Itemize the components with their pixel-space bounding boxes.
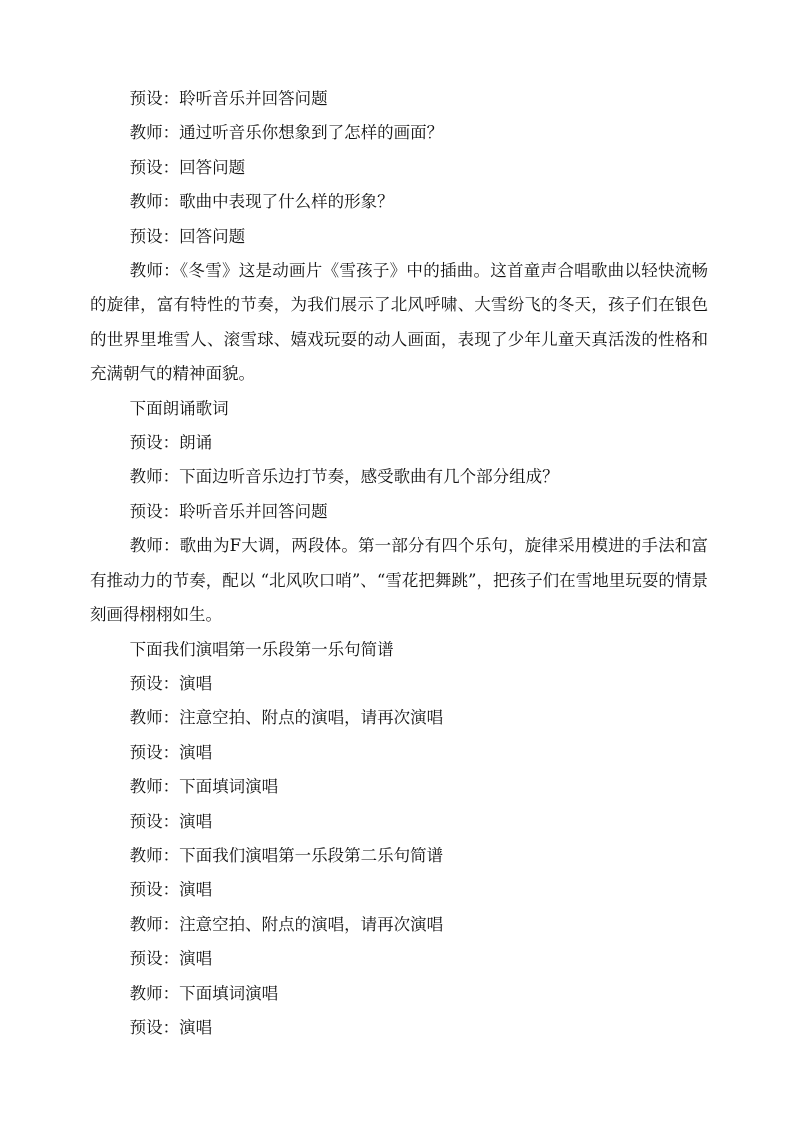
paragraph: 预设：演唱 <box>129 949 213 969</box>
paragraph: 预设：朗诵 <box>129 433 213 453</box>
paragraph: 教师：通过听音乐你想象到了怎样的画面？ <box>129 123 444 143</box>
paragraph: 预设：演唱 <box>129 742 213 762</box>
paragraph: 预设：演唱 <box>129 673 213 693</box>
paragraph: 预设：演唱 <box>129 811 213 831</box>
paragraph: 教师：下面填词演唱 <box>129 983 279 1003</box>
paragraph: 预设：聆听音乐并回答问题 <box>129 89 328 108</box>
paragraph: 教师：歌曲中表现了什么样的形象？ <box>129 192 394 212</box>
paragraph: 教师：《冬雪》这是动画片《雪孩子》中的插曲。这首童声合唱歌曲以轻快流畅的旋律，富有特性的节奏，为我们展示了北风呼啸、大雪纷飞的冬天，孩子们在银色的世界里堆雪人、滚雪球、嬉戏玩耍的动人画面，表现了少年儿童天真活泼的性格和充满朝气的精神面貌。 <box>90 261 708 384</box>
paragraph: 下面朗诵歌词 <box>129 398 229 418</box>
paragraph: 教师：下面填词演唱 <box>129 777 279 797</box>
paragraph: 预设：演唱 <box>129 1017 213 1037</box>
paragraph: 教师：下面边听音乐边打节奏，感受歌曲有几个部分组成？ <box>129 467 559 487</box>
paragraph: 预设：回答问题 <box>129 226 246 246</box>
paragraph: 下面我们演唱第一乐段第一乐句简谱 <box>129 639 394 659</box>
paragraph: 教师：下面我们演唱第一乐段第二乐句简谱 <box>129 845 444 865</box>
document-body <box>90 82 708 1045</box>
paragraph: 教师：注意空拍、附点的演唱，请再次演唱 <box>129 914 444 934</box>
paragraph: 教师：歌曲为F大调，两段体。第一部分有四个乐句，旋律采用模进的手法和富有推动力的节奏，配以 “北风吹口哨”、“雪花把舞跳”，把孩子们在雪地里玩耍的情景刻画得栩栩如生。 <box>90 536 708 625</box>
paragraph: 预设：聆听音乐并回答问题 <box>129 501 328 521</box>
paragraph: 教师：注意空拍、附点的演唱，请再次演唱 <box>129 708 444 728</box>
paragraph: 预设：演唱 <box>129 880 213 900</box>
paragraph: 预设：回答问题 <box>129 157 246 177</box>
